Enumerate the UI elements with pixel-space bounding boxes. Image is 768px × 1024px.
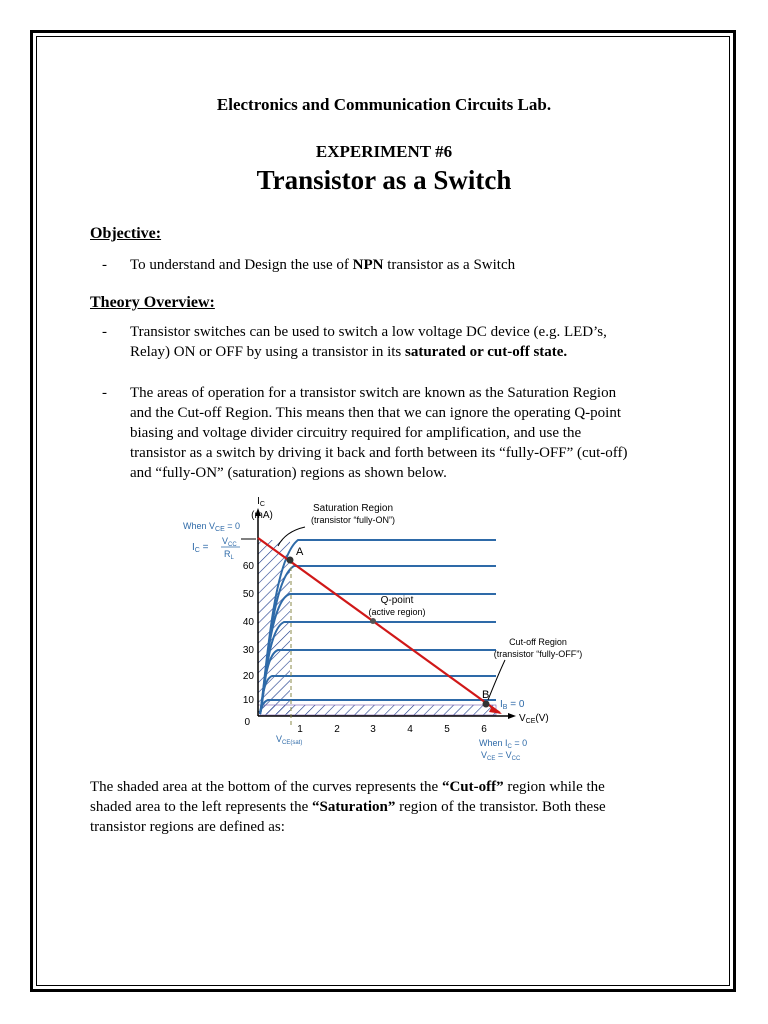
x-tick-label: 2 (334, 724, 340, 735)
closing-paragraph: The shaded area at the bottom of the curves represents the “Cut-off” region while the shaded area to the left represents the “Saturation” region of the transistor. Both these transistor regions are defined as: (90, 779, 606, 835)
transistor-switch-figure (170, 495, 610, 765)
vce-equals-vcc-label: $V_{CE} = V_{CC}$ (481, 750, 521, 762)
q-point-label: Q-point (380, 595, 414, 606)
theory-bullet-1-text: Transistor switches can be used to switch a low voltage DC device (e.g. LED’s, Relay) ON or OFF by using a transistor in its saturated or cut-off state. (130, 324, 607, 360)
q-point-marker (370, 618, 376, 624)
y-tick-label: 20 (242, 671, 254, 682)
x-tick-label: 4 (407, 724, 413, 735)
y-tick-label: 60 (242, 561, 254, 572)
y-tick-label: 30 (242, 645, 254, 656)
y-tick-label: 10 (242, 695, 254, 706)
point-b-marker (483, 701, 490, 708)
load-line (258, 538, 500, 713)
x-tick-label: 1 (297, 724, 303, 735)
x-tick-label: 5 (444, 724, 450, 735)
experiment-number: EXPERIMENT #6 (315, 142, 453, 161)
x-tick-labels (297, 724, 487, 735)
x-axis-arrow (508, 713, 516, 719)
svg-text:IC =: $I_C$ = (192, 542, 209, 554)
lab-title: Electronics and Communication Circuits Lab. (216, 95, 552, 114)
bullet-dash: - (102, 257, 107, 273)
q-point-sub: (active region) (368, 607, 426, 617)
svg-text:RL: $R_L$ (224, 549, 234, 561)
experiment-title: Transistor as a Switch (256, 165, 512, 195)
cutoff-region-shading (258, 705, 496, 715)
saturation-region-label: Saturation Region (312, 503, 394, 514)
x-axis-label: $V_{CE}(V)$ (519, 713, 549, 725)
y-tick-label: 40 (242, 617, 254, 628)
x-tick-label: 3 (370, 724, 376, 735)
y-tick-label: 50 (242, 589, 254, 600)
y-tick-label: 0 (244, 717, 250, 728)
y-tick-labels (243, 561, 255, 728)
theory-heading: Theory Overview: (90, 294, 215, 311)
y-axis-label: $I_C$ (257, 496, 265, 508)
x-tick-label: 6 (481, 724, 487, 735)
objective-text: To understand and Design the use of NPN transistor as a Switch (130, 257, 516, 273)
ic-equation (192, 536, 240, 561)
vce-sat-label: $V_{CE(sat)}$ (276, 734, 303, 746)
point-a-marker (287, 557, 294, 564)
when-vce-zero-label: When $V_{CE} = 0$ (183, 521, 241, 533)
svg-text:VCC: $V_{CC}$ (222, 536, 237, 548)
theory-bullet-2-text: The areas of operation for a transistor switch are known as the Saturation Region and the Cut-off Region. This means then that we can ignore the operating Q-point biasing and voltage divider circuitry required for amplification, and use the transistor as a switch by driving it back and forth between its “fully-OFF” (cut-off) and “fully-ON” (saturation) regions as shown below. (130, 385, 628, 481)
cutoff-region-label: Cut-off Region (509, 637, 567, 647)
bullet-dash: - (102, 385, 107, 401)
ib-zero-label: $I_B = 0$ (500, 699, 525, 711)
when-ic-zero-label: When $I_C = 0$ (479, 738, 528, 750)
y-axis-unit: (mA) (251, 510, 273, 521)
curve-30 (260, 650, 496, 714)
cutoff-pointer (488, 660, 505, 700)
curve-60 (260, 566, 496, 714)
bullet-dash: - (102, 324, 107, 340)
saturation-region-sub: (transistor “fully-ON”) (310, 515, 396, 525)
objective-heading: Objective: (90, 225, 162, 242)
point-a-label: A (296, 546, 304, 558)
cutoff-region-sub: (transistor “fully-OFF”) (493, 649, 583, 659)
point-b-label: B (482, 689, 490, 701)
